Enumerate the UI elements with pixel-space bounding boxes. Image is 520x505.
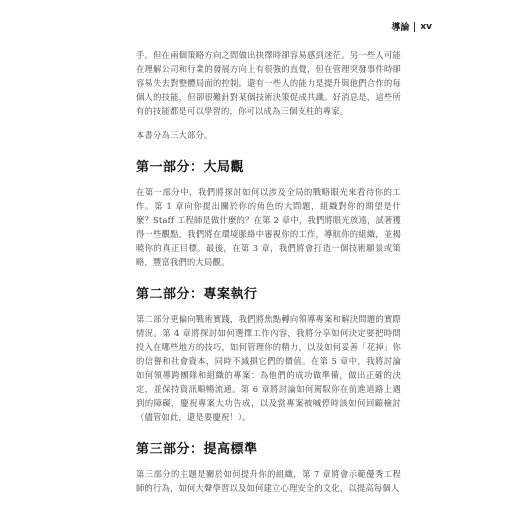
section-heading-part-3: 第三部分：提高標準	[136, 442, 258, 457]
section-body-part-1: 在第一部分中，我們將探討如何以涉及全局的戰略眼光來看待你的工作。第 1 章向你提出關於你的角色的大問題，組織對你的期望是什麼？Staff 工程師是做什麼的？在第 2 章中，我們將眼光放遠，試著獲得一些觀點，我們將在環境脈絡中審視你的工作，導航你的組織，並揭曉你的真正目標。最後，在第 3 章，我們將會打造一個技術願景或策略，豐富我們的大局觀。	[136, 187, 401, 267]
paragraph-continuation: 手。但在兩個策略方向之間做出抉擇時卻容易感到迷茫。另一些人可能在理解公司和行業的發展方向上有很強的直覺，但在管理突發事件時卻容易失去對整體局面的控制。還有一些人的能力是提升與他們合作的每個人的技能，但卻很難針對某個技術決策促成共識。好消息是，這些所有的技能都是可以學習的，你可以成為三個支柱的專家。	[136, 50, 401, 116]
page-number: xv	[420, 21, 432, 32]
chapter-title: 導論	[391, 23, 410, 33]
paragraph-book-structure: 本書分為三大部分。	[136, 130, 213, 140]
header-divider	[414, 22, 415, 32]
running-header	[391, 20, 432, 33]
section-body-part-2: 第二部分更偏向戰術實踐，我們將焦點轉向領導專案和解決問題的實際情況。第 4 章將探討如何選擇工作內容，我將分享如何決定要把時間投入在哪些地方的技巧，如何管理你的精力，以及如何妥善「花掉」你的信譽和社會資本，同時不減損它們的價值。在第 5 章中，我將討論如何領導跨團隊和組織的專案：為他們的成功做準備，做出正確的決定，並保持資訊順暢流通。第 6 章將討論如何駕馭你在前進道路上遇到的障礙，慶祝專案大功告成，以及當專案被喊停時該如何回顧檢討（儘管如此，還是要慶祝！）。	[136, 314, 401, 422]
section-heading-part-2: 第二部分：專案執行	[136, 287, 258, 302]
page-body	[136, 48, 401, 505]
section-body-part-3: 第三部分的主題是關於如何提升你的組織，第 7 章將會示範優秀工程師的行為，如何大聲學習以及如何建立心理安全的文化，以提高每個人	[136, 469, 401, 493]
section-heading-part-1: 第一部分：大局觀	[136, 160, 245, 175]
